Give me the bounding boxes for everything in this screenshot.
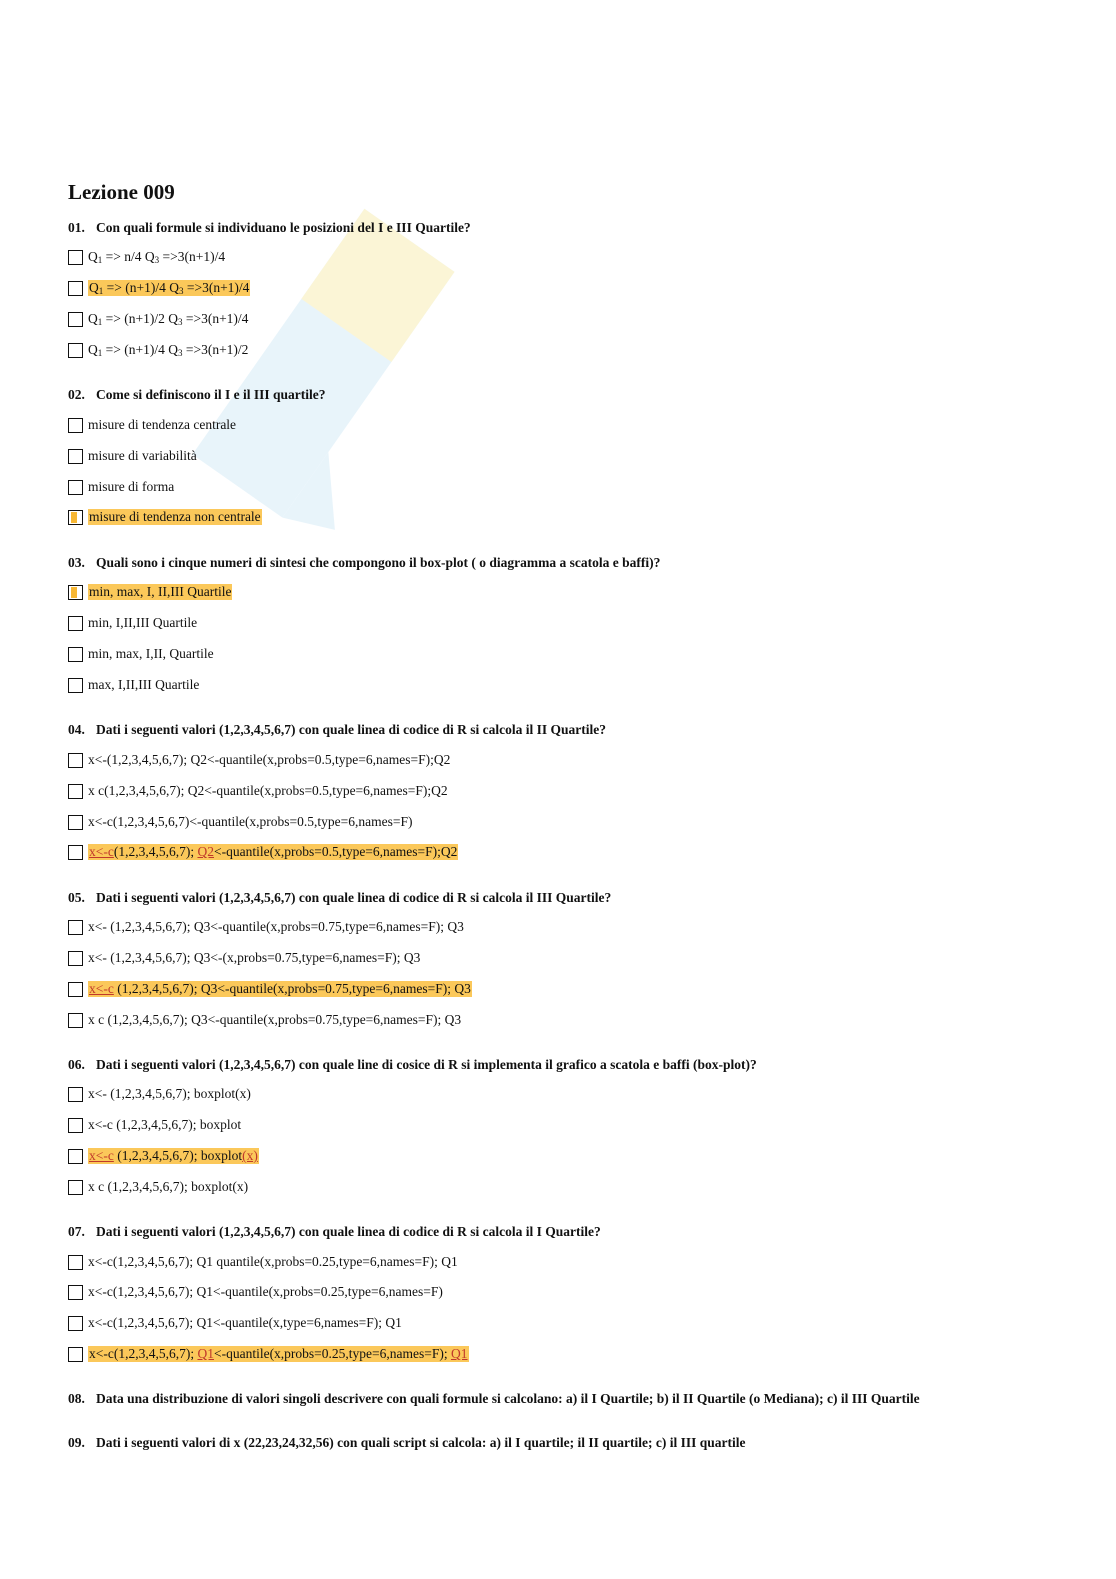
answer-option[interactable] — [68, 645, 214, 663]
checkbox[interactable] — [68, 1149, 83, 1164]
answer-option[interactable] — [68, 1253, 458, 1271]
option-label: x<-c(1,2,3,4,5,6,7)<-quantile(x,probs=0.5,type=6,names=F) — [88, 814, 413, 829]
option-label: min, I,II,III Quartile — [88, 615, 198, 630]
answer-option-correct[interactable] — [68, 508, 262, 526]
option-label: x<-c(1,2,3,4,5,6,7); Q1<-quantile(x,type=6,names=F); Q1 — [88, 1315, 402, 1330]
answer-option-correct[interactable] — [68, 583, 232, 601]
question-number: 08. — [68, 1391, 85, 1406]
option-label: misure di tendenza centrale — [88, 417, 237, 432]
checkbox[interactable] — [68, 815, 83, 830]
answer-option[interactable] — [68, 478, 174, 496]
checkbox[interactable] — [68, 1087, 83, 1102]
checkbox[interactable] — [68, 510, 83, 525]
answer-option[interactable] — [68, 341, 248, 359]
option-label: $Q_1 => n/4$ $Q_3 =>3(n+1)/4$ — [88, 249, 226, 265]
checkbox[interactable] — [68, 616, 83, 631]
option-label: x<- (1,2,3,4,5,6,7); boxplot(x) — [88, 1086, 251, 1101]
answer-option[interactable] — [68, 918, 464, 936]
option-label: x<- (1,2,3,4,5,6,7); Q3<-(x,probs=0.75,type=6,names=F); Q3 — [88, 950, 421, 965]
checkbox[interactable] — [68, 1013, 83, 1028]
question-08 — [68, 1391, 920, 1407]
checkbox[interactable] — [68, 845, 83, 860]
option-label-highlighted: x<-c(1,2,3,4,5,6,7); Q1<-quantile(x,probs=0.25,type=6,names=F); Q1 — [89, 1346, 468, 1361]
question-04 — [68, 722, 606, 738]
question-02 — [68, 387, 326, 403]
question-number: 05. — [68, 890, 85, 905]
option-label: x c (1,2,3,4,5,6,7); boxplot(x) — [88, 1179, 249, 1194]
answer-option[interactable] — [68, 447, 197, 465]
question-01 — [68, 220, 471, 236]
option-label-highlighted: x<-c(1,2,3,4,5,6,7); Q2<-quantile(x,probs=0.5,type=6,names=F);Q2 — [89, 844, 458, 859]
checkbox[interactable] — [68, 418, 83, 433]
checkbox[interactable] — [68, 449, 83, 464]
question-05 — [68, 890, 611, 906]
question-number: 07. — [68, 1224, 85, 1239]
option-label: x<-(1,2,3,4,5,6,7); Q2<-quantile(x,probs=0.5,type=6,names=F);Q2 — [88, 752, 451, 767]
question-03 — [68, 555, 660, 571]
answer-option[interactable] — [68, 1011, 461, 1029]
answer-option[interactable] — [68, 782, 448, 800]
answer-option-correct[interactable] — [68, 1345, 469, 1363]
question-number: 01. — [68, 220, 85, 235]
page-title: Lezione 009 — [68, 180, 175, 204]
answer-option[interactable] — [68, 949, 420, 967]
checkbox[interactable] — [68, 1347, 83, 1362]
checkbox[interactable] — [68, 343, 83, 358]
checkbox[interactable] — [68, 920, 83, 935]
answer-option[interactable] — [68, 248, 225, 266]
option-label: x c(1,2,3,4,5,6,7); Q2<-quantile(x,probs=0.5,type=6,names=F);Q2 — [88, 783, 448, 798]
option-label-highlighted: misure di tendenza non centrale — [89, 509, 261, 524]
answer-option[interactable] — [68, 1283, 443, 1301]
question-text: Dati i seguenti valori (1,2,3,4,5,6,7) con quale linea di codice di R si calcola il I Quartile? — [96, 1224, 601, 1239]
question-text: Dati i seguenti valori di x (22,23,24,32,56) con quali script si calcola: a) il I quartile; il II quartile; c) il III quartile — [96, 1435, 746, 1450]
question-text: Data una distribuzione di valori singoli descrivere con quali formule si calcolano: a) il I Quartile; b) il II Quartile (o Mediana); c) il III Quartile — [96, 1391, 920, 1406]
option-label: x<-c(1,2,3,4,5,6,7); Q1<-quantile(x,probs=0.25,type=6,names=F) — [88, 1284, 443, 1299]
question-number: 04. — [68, 722, 85, 737]
option-label-highlighted: min, max, I, II,III Quartile — [89, 584, 232, 599]
answer-option-correct[interactable] — [68, 843, 458, 861]
answer-option-correct[interactable] — [68, 279, 250, 297]
option-label: $Q_1 => (n+1)/4$ $Q_3 =>3(n+1)/2$ — [88, 342, 249, 358]
answer-option[interactable] — [68, 751, 450, 769]
answer-option[interactable] — [68, 1178, 248, 1196]
checkbox[interactable] — [68, 480, 83, 495]
question-06 — [68, 1057, 757, 1073]
checkbox[interactable] — [68, 1255, 83, 1270]
question-text: Dati i seguenti valori (1,2,3,4,5,6,7) con quale linea di codice di R si calcola il II Quartile? — [96, 722, 606, 737]
option-label: x<-c(1,2,3,4,5,6,7); Q1 quantile(x,probs=0.25,type=6,names=F); Q1 — [88, 1254, 458, 1269]
answer-option[interactable] — [68, 676, 199, 694]
checkbox[interactable] — [68, 982, 83, 997]
checkbox[interactable] — [68, 753, 83, 768]
answer-option[interactable] — [68, 813, 413, 831]
question-text: Dati i seguenti valori (1,2,3,4,5,6,7) con quale linea di codice di R si calcola il III Quartile? — [96, 890, 612, 905]
option-label: x<- (1,2,3,4,5,6,7); Q3<-quantile(x,probs=0.75,type=6,names=F); Q3 — [88, 919, 464, 934]
option-label: misure di forma — [88, 479, 175, 494]
question-text: Quali sono i cinque numeri di sintesi che compongono il box-plot ( o diagramma a scatola e baffi)? — [96, 555, 661, 570]
checkbox[interactable] — [68, 250, 83, 265]
answer-option-correct[interactable] — [68, 980, 472, 998]
answer-option[interactable] — [68, 1085, 251, 1103]
option-label: x c (1,2,3,4,5,6,7); Q3<-quantile(x,probs=0.75,type=6,names=F); Q3 — [88, 1012, 462, 1027]
question-number: 09. — [68, 1435, 85, 1450]
answer-option[interactable] — [68, 310, 248, 328]
option-label: $Q_1 => (n+1)/2$ $Q_3 =>3(n+1)/4$ — [88, 311, 249, 327]
checkbox[interactable] — [68, 1285, 83, 1300]
question-number: 02. — [68, 387, 85, 402]
option-label: min, max, I,II, Quartile — [88, 646, 214, 661]
checkbox[interactable] — [68, 281, 83, 296]
checkbox[interactable] — [68, 1316, 83, 1331]
question-07 — [68, 1224, 601, 1240]
option-label: max, I,II,III Quartile — [88, 677, 200, 692]
checkbox[interactable] — [68, 312, 83, 327]
checkbox[interactable] — [68, 1118, 83, 1133]
checkbox[interactable] — [68, 585, 83, 600]
option-label-highlighted: $Q_1 => (n+1)/4$ $Q_3 =>3(n+1)/4$ — [89, 280, 250, 296]
option-label: misure di variabilità — [88, 448, 197, 463]
question-09 — [68, 1435, 745, 1451]
checkbox[interactable] — [68, 678, 83, 693]
answer-option[interactable] — [68, 416, 236, 434]
question-text: Con quali formule si individuano le posizioni del I e III Quartile? — [96, 220, 471, 235]
option-label-highlighted: x<-c (1,2,3,4,5,6,7); Q3<-quantile(x,probs=0.75,type=6,names=F); Q3 — [89, 981, 471, 996]
answer-option-correct[interactable] — [68, 1147, 259, 1165]
question-text: Come si definiscono il I e il III quartile? — [96, 387, 326, 402]
answer-option[interactable] — [68, 1314, 402, 1332]
checkbox[interactable] — [68, 647, 83, 662]
question-text: Dati i seguenti valori (1,2,3,4,5,6,7) con quale line di cosice di R si implementa il grafico a scatola e baffi (box-plot)? — [96, 1057, 757, 1072]
option-label: x<-c (1,2,3,4,5,6,7); boxplot — [88, 1117, 242, 1132]
option-label-highlighted: x<-c (1,2,3,4,5,6,7); boxplot(x) — [89, 1148, 258, 1163]
question-number: 06. — [68, 1057, 85, 1072]
checkbox[interactable] — [68, 784, 83, 799]
answer-option[interactable] — [68, 1116, 241, 1134]
answer-option[interactable] — [68, 614, 197, 632]
checkbox[interactable] — [68, 951, 83, 966]
checkbox[interactable] — [68, 1180, 83, 1195]
question-number: 03. — [68, 555, 85, 570]
